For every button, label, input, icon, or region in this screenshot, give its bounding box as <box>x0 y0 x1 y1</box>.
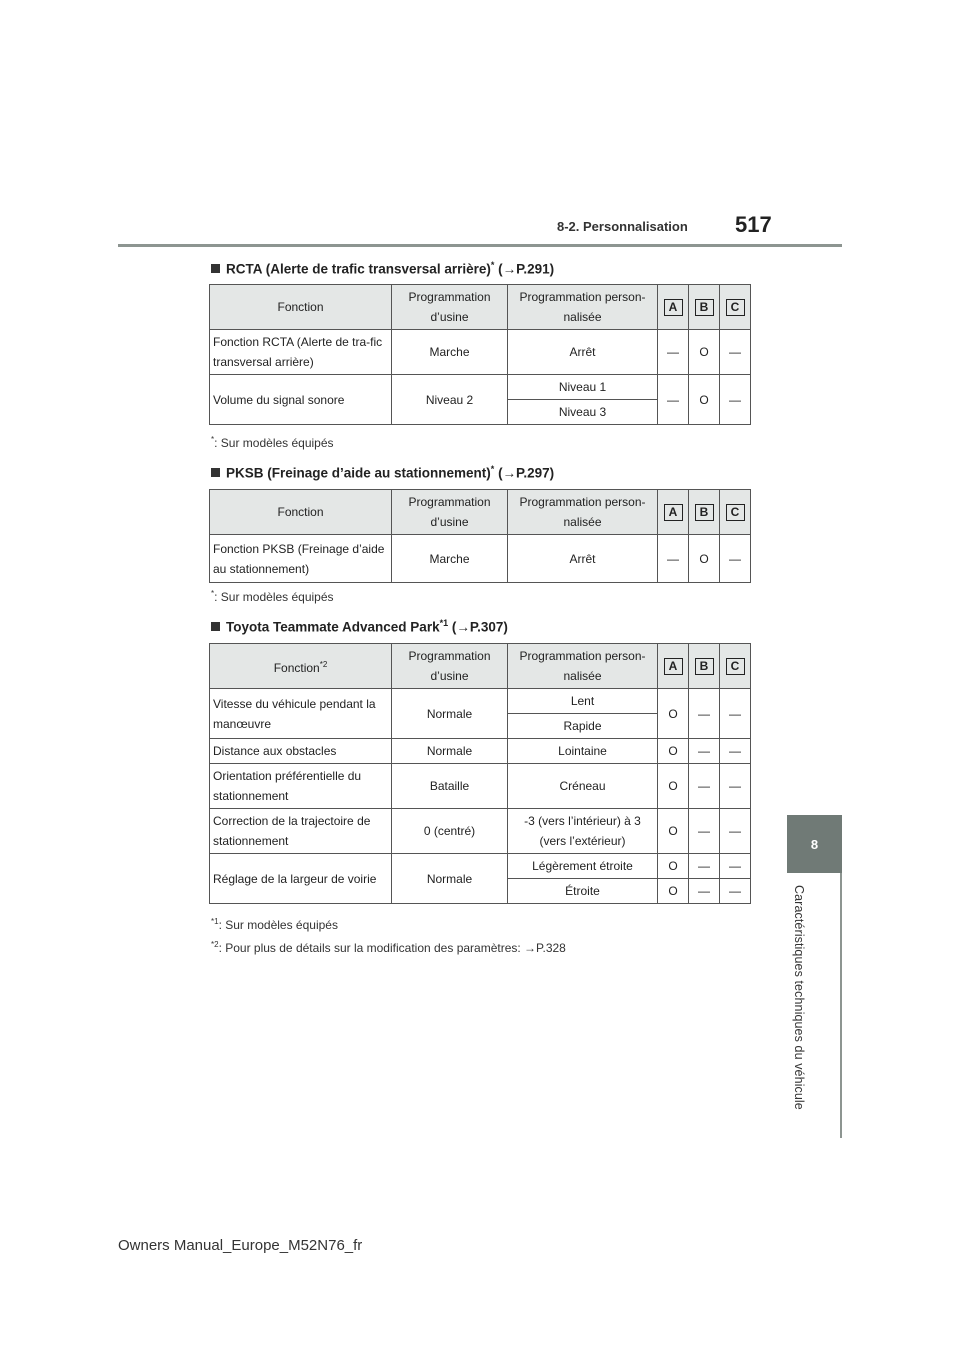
mode-a-cell: — <box>658 330 689 375</box>
mode-b-cell: — <box>689 764 720 809</box>
col-header-factory: Programmation d’usine <box>392 644 508 689</box>
custom-cell: Étroite <box>508 879 658 904</box>
col-header-fonction: Fonction <box>210 490 392 535</box>
custom-cell: Créneau <box>508 764 658 809</box>
mode-c-cell: — <box>720 739 751 764</box>
rcta-heading <box>211 260 554 277</box>
custom-cell: Arrêt <box>508 535 658 583</box>
custom-cell: Niveau 1 <box>508 375 658 400</box>
letter-a-icon: A <box>664 504 683 521</box>
custom-cell: Lent <box>508 689 658 714</box>
bullet-square-icon <box>211 622 220 631</box>
mode-a-cell: O <box>658 854 689 879</box>
table-row <box>210 739 751 764</box>
letter-c-icon: C <box>726 504 745 521</box>
pksb-heading <box>211 464 554 481</box>
footnote-mark: * <box>211 435 215 444</box>
tap-footnote-1 <box>211 917 338 932</box>
mode-c-cell: — <box>720 764 751 809</box>
header-divider <box>118 244 842 247</box>
chapter-tab[interactable] <box>787 815 842 873</box>
footnote-text: : Sur modèles équipés <box>218 918 338 932</box>
footnote-mark: *1 <box>211 917 219 926</box>
letter-c-icon: C <box>726 658 745 675</box>
custom-cell: Légèrement étroite <box>508 854 658 879</box>
mode-b-cell: O <box>689 375 720 425</box>
factory-cell: Bataille <box>392 764 508 809</box>
chapter-number: 8 <box>810 836 819 852</box>
fonction-cell: Distance aux obstacles <box>210 739 392 764</box>
letter-a-icon: A <box>664 299 683 316</box>
factory-cell: Normale <box>392 689 508 739</box>
table-row <box>210 809 751 854</box>
factory-cell: Niveau 2 <box>392 375 508 425</box>
pksb-page-ref[interactable]: (→P.297) <box>494 465 555 481</box>
tap-title: Toyota Teammate Advanced Park <box>226 619 440 635</box>
letter-b-icon: B <box>695 504 714 521</box>
tap-footnote-2 <box>211 940 566 955</box>
col-header-fonction <box>210 644 392 689</box>
table-row <box>210 764 751 809</box>
section-title: 8-2. Personnalisation <box>557 219 688 234</box>
mode-c-cell: — <box>720 879 751 904</box>
letter-b-icon: B <box>695 658 714 675</box>
mode-a-cell: O <box>658 689 689 739</box>
footnote-text: : Sur modèles équipés <box>214 590 334 604</box>
factory-cell: 0 (centré) <box>392 809 508 854</box>
factory-cell: Marche <box>392 535 508 583</box>
custom-cell: Niveau 3 <box>508 400 658 425</box>
chapter-label: Caractéristiques techniques du véhicule <box>792 885 806 1110</box>
fonction-cell: Correction de la trajectoire de stationnement <box>210 809 392 854</box>
mode-b-cell: — <box>689 689 720 739</box>
factory-cell: Normale <box>392 739 508 764</box>
footnote-mark: * <box>211 589 215 598</box>
mode-c-cell: — <box>720 330 751 375</box>
table-row <box>210 330 751 375</box>
col-header-factory: Programmation d’usine <box>392 490 508 535</box>
mode-b-cell: — <box>689 809 720 854</box>
letter-c-icon: C <box>726 299 745 316</box>
footnote-text: : Pour plus de détails sur la modification des paramètres: →P.328 <box>218 941 566 955</box>
mode-c-cell: — <box>720 689 751 739</box>
pksb-title: PKSB (Freinage d’aide au stationnement) <box>226 465 491 481</box>
mode-b-cell: — <box>689 879 720 904</box>
footnote-text: : Sur modèles équipés <box>214 436 334 450</box>
rcta-title: RCTA (Alerte de trafic transversal arrière) <box>226 261 491 277</box>
page-number: 517 <box>735 212 772 237</box>
factory-cell: Marche <box>392 330 508 375</box>
letter-a-icon: A <box>664 658 683 675</box>
footnote-mark: *2 <box>319 659 328 669</box>
mode-a-cell: O <box>658 879 689 904</box>
rcta-footnote <box>211 435 334 450</box>
chapter-divider <box>840 873 842 1138</box>
mode-b-cell: — <box>689 854 720 879</box>
rcta-title-footnote-mark: * <box>490 260 495 270</box>
tap-page-ref[interactable]: (→P.307) <box>448 619 508 635</box>
custom-cell: Lointaine <box>508 739 658 764</box>
mode-a-cell: O <box>658 764 689 809</box>
tap-table <box>209 643 751 904</box>
rcta-table <box>209 284 751 425</box>
mode-a-cell: — <box>658 535 689 583</box>
custom-cell: Rapide <box>508 714 658 739</box>
col-header-custom: Programmation person-nalisée <box>508 285 658 330</box>
tap-heading <box>211 618 508 635</box>
mode-a-cell: O <box>658 809 689 854</box>
mode-a-cell: O <box>658 739 689 764</box>
fonction-cell: Vitesse du véhicule pendant la manœuvre <box>210 689 392 739</box>
fonction-cell: Volume du signal sonore <box>210 375 392 425</box>
bullet-square-icon <box>211 264 220 273</box>
footnote-mark: *2 <box>211 940 219 949</box>
document-footer: Owners Manual_Europe_M52N76_fr <box>118 1237 363 1254</box>
pksb-title-footnote-mark: * <box>490 464 495 474</box>
mode-b-cell: — <box>689 739 720 764</box>
col-header-fonction: Fonction <box>210 285 392 330</box>
fonction-cell: Fonction RCTA (Alerte de tra-fic transversal arrière) <box>210 330 392 375</box>
tap-title-footnote-mark: *1 <box>439 618 449 628</box>
pksb-table <box>209 489 751 583</box>
custom-cell: -3 (vers l’intérieur) à 3 (vers l’extérieur) <box>508 809 658 854</box>
bullet-square-icon <box>211 468 220 477</box>
mode-b-cell: O <box>689 535 720 583</box>
custom-cell: Arrêt <box>508 330 658 375</box>
factory-cell: Normale <box>392 854 508 904</box>
col-header-fonction-label: Fonction <box>273 660 320 675</box>
mode-c-cell: — <box>720 535 751 583</box>
table-row <box>210 375 751 400</box>
table-row <box>210 854 751 879</box>
mode-c-cell: — <box>720 809 751 854</box>
pksb-footnote <box>211 589 334 604</box>
table-row <box>210 689 751 714</box>
col-header-factory: Programmation d’usine <box>392 285 508 330</box>
mode-c-cell: — <box>720 375 751 425</box>
fonction-cell: Fonction PKSB (Freinage d’aide au stationnement) <box>210 535 392 583</box>
col-header-custom: Programmation person-nalisée <box>508 490 658 535</box>
rcta-page-ref[interactable]: (→P.291) <box>494 261 555 277</box>
mode-b-cell: O <box>689 330 720 375</box>
letter-b-icon: B <box>695 299 714 316</box>
mode-a-cell: — <box>658 375 689 425</box>
col-header-custom: Programmation person-nalisée <box>508 644 658 689</box>
table-row <box>210 535 751 583</box>
mode-c-cell: — <box>720 854 751 879</box>
fonction-cell: Orientation préférentielle du stationnement <box>210 764 392 809</box>
fonction-cell: Réglage de la largeur de voirie <box>210 854 392 904</box>
